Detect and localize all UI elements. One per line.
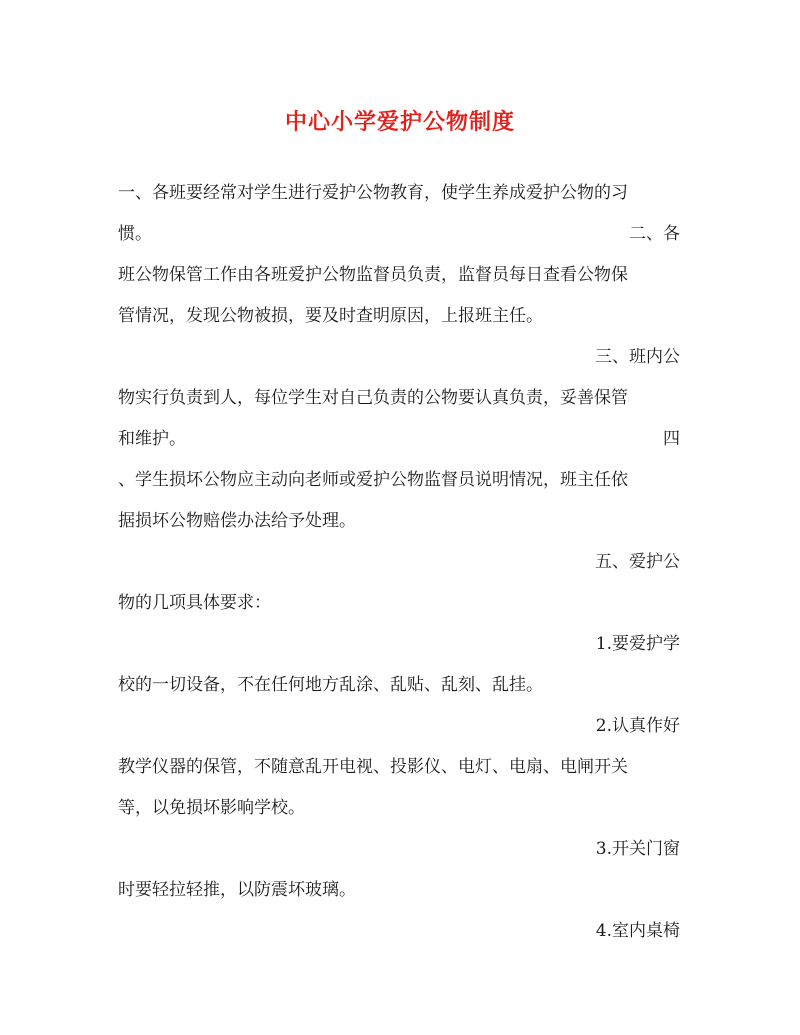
text-line: 物实行负责到人，每位学生对自己负责的公物要认真负责，妥善保管 bbox=[118, 388, 628, 408]
text-line: 物的几项具体要求： bbox=[118, 593, 271, 613]
text-line: 二、各 bbox=[629, 224, 680, 244]
text-line: 管情况，发现公物被损，要及时查明原因，上报班主任。 bbox=[118, 306, 543, 326]
text-line: 一、各班要经常对学生进行爱护公物教育，使学生养成爱护公物的习 bbox=[118, 183, 628, 203]
text-line: 班公物保管工作由各班爱护公物监督员负责，监督员每日查看公物保 bbox=[118, 265, 628, 285]
text-line: 惯。 bbox=[118, 224, 152, 244]
text-line: 据损坏公物赔偿办法给予处理。 bbox=[118, 511, 356, 531]
text-line: 校的一切设备，不在任何地方乱涂、乱贴、乱刻、乱挂。 bbox=[118, 675, 543, 695]
text-line: 和维护。 bbox=[118, 429, 186, 449]
document-title: 中心小学爱护公物制度 bbox=[284, 109, 515, 135]
text-line: 五、爱护公 bbox=[595, 552, 680, 572]
text-line: 4.室内桌椅 bbox=[595, 921, 680, 941]
text-line: 3.开关门窗 bbox=[595, 839, 680, 859]
text-line: 2.认真作好 bbox=[595, 716, 680, 736]
text-line: 等，以免损坏影响学校。 bbox=[118, 798, 305, 818]
text-line: 三、班内公 bbox=[595, 347, 680, 367]
text-line: 1.要爱护学 bbox=[595, 634, 680, 654]
text-line: 、学生损坏公物应主动向老师或爱护公物监督员说明情况，班主任依 bbox=[118, 470, 628, 490]
text-line: 教学仪器的保管，不随意乱开电视、投影仪、电灯、电扇、电闸开关 bbox=[118, 757, 628, 777]
text-line: 时要轻拉轻推，以防震坏玻璃。 bbox=[118, 880, 356, 900]
text-line: 四 bbox=[663, 429, 680, 449]
